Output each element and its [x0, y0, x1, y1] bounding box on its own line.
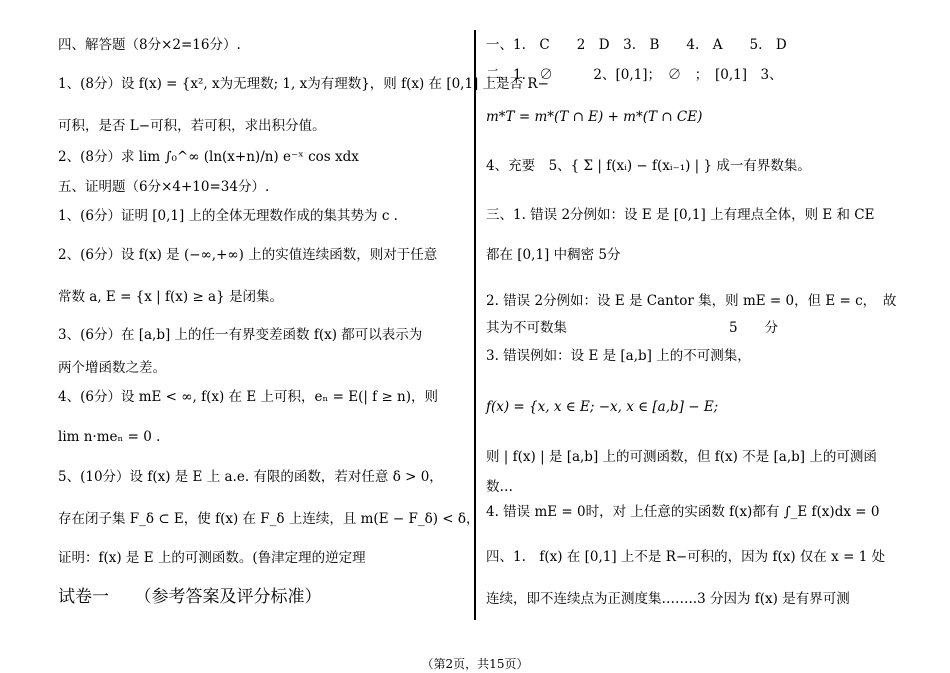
answer-3-2-cont: 其为不可数集 5 分 — [486, 320, 779, 336]
q4-1-text: 1、(8分）设 f(x) = {x², x为无理数; 1, x为有理数}，则 f(x) 在 [0,1] 上是否 R− — [58, 76, 549, 92]
answer-3-3-end: 数… — [486, 479, 513, 495]
answer-4-1: 四、1. f(x) 在 [0,1] 上不是 R−可积的，因为 f(x) 仅在 x = 1 处 — [486, 549, 886, 565]
answer-3-1-cont: 都在 [0,1] 中稠密 5分 — [486, 247, 621, 263]
section-4-heading: 四、解答题（8分×2=16分）. — [58, 37, 241, 53]
answer-2: 二、1. ∅ 2、[0,1]； ∅ ； [0,1] 3、 — [486, 67, 783, 83]
answer-1: 一、1. C 2 D 3. B 4. A 5. D — [486, 37, 787, 53]
answer-3-3-cont: 则 | f(x) | 是 [a,b] 上的可测函数，但 f(x) 不是 [a,b] 上的可测函 — [486, 449, 877, 465]
answer-3-3: 3. 错误例如：设 E 是 [a,b] 上的不可测集， — [486, 348, 751, 364]
answer-key-title: 试卷一 （参考答案及评分标准） — [58, 587, 322, 607]
q5-5-text: 5、(10分）设 f(x) 是 E 上 a.e. 有限的函数，若对任意 δ > 0， — [58, 469, 443, 485]
q5-1-text: 1、(6分）证明 [0,1] 上的全体无理数作成的集其势为 c . — [58, 208, 398, 224]
page-footer: （第2页，共15页） — [421, 657, 529, 671]
column-divider — [474, 30, 476, 620]
answer-3-3-piecewise: f(x) = {x, x ∈ E; −x, x ∈ [a,b] − E; — [486, 399, 719, 415]
q5-4-text: 4、(6分）设 mE < ∞, f(x) 在 E 上可积，eₙ = E(| f ≥ n)，则 — [58, 389, 439, 405]
answer-2-formula: m*T = m*(T ∩ E) + m*(T ∩ CE) — [486, 109, 703, 125]
answer-3-1: 三、1. 错误 2分例如：设 E 是 [0,1] 上有理点全体，则 E 和 CE — [486, 207, 875, 223]
answer-3-2: 2. 错误 2分例如：设 E 是 Cantor 集，则 mE = 0，但 E = c， 故 — [486, 293, 897, 309]
q4-1-text-cont: 可积，是否 L−可积，若可积，求出积分值。 — [58, 118, 326, 134]
q5-3-text-cont: 两个增函数之差。 — [58, 360, 166, 376]
section-5-heading: 五、证明题（6分×4+10=34分）. — [58, 179, 270, 195]
answer-4-1-cont: 连续，即不连续点为正测度集……..3 分因为 f(x) 是有界可测 — [486, 591, 850, 607]
q5-5-text-cont: 存在闭子集 F_δ ⊂ E，使 f(x) 在 F_δ 上连续，且 m(E − F_δ) < δ， — [58, 511, 480, 527]
q5-5-proof: 证明：f(x) 是 E 上的可测函数。(鲁津定理的逆定理 — [58, 550, 366, 566]
q5-2-text-cont: 常数 a, E = {x | f(x) ≥ a} 是闭集。 — [58, 289, 283, 305]
q5-4-text-cont: lim n·meₙ = 0 . — [58, 429, 161, 445]
answer-3-4: 4. 错误 mE = 0时，对 上任意的实函数 f(x)都有 ∫_E f(x)dx = 0 — [486, 504, 880, 520]
q5-3-text: 3、(6分）在 [a,b] 上的任一有界变差函数 f(x) 都可以表示为 — [58, 327, 423, 343]
answer-2-4-5: 4、充要 5、{ Σ | f(xᵢ) − f(xᵢ₋₁) | } 成一有界数集。 — [486, 158, 811, 174]
q4-2-text: 2、(8分）求 lim ∫₀^∞ (ln(x+n)/n) e⁻ˣ cos xdx — [58, 149, 359, 165]
q5-2-text: 2、(6分）设 f(x) 是 (−∞,+∞) 上的实值连续函数，则对于任意 — [58, 247, 438, 263]
